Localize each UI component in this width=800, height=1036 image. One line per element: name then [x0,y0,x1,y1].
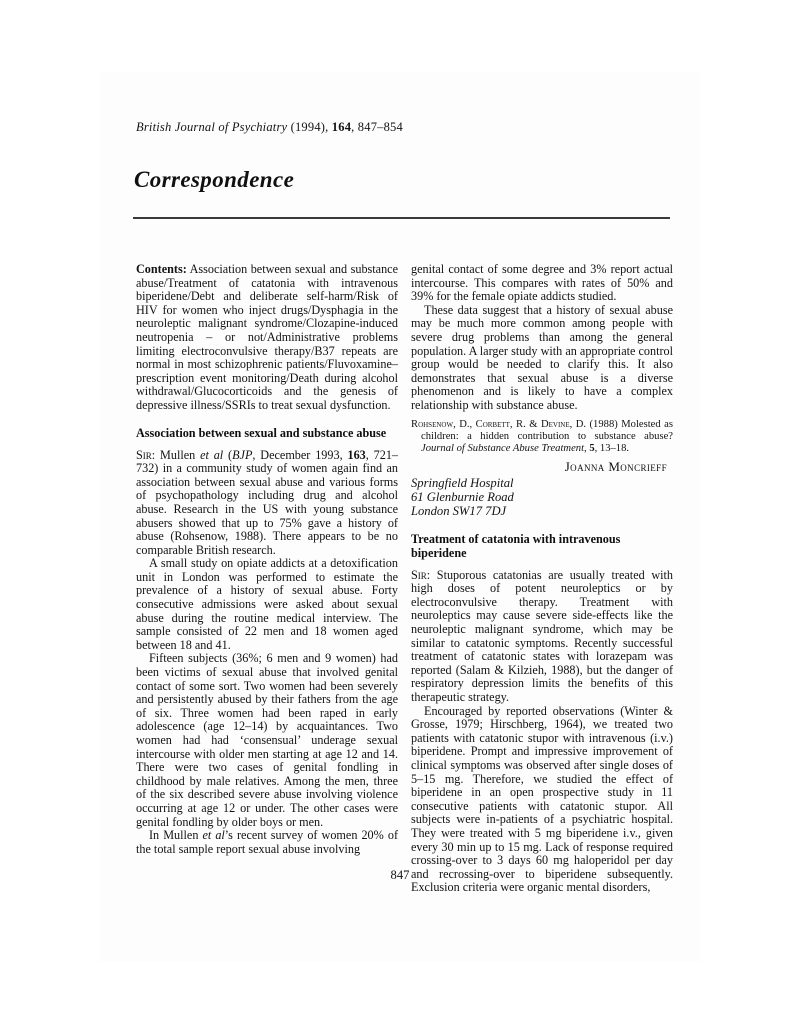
text-segment: British Journal of Psychiatry [136,120,288,134]
text-segment: Encouraged by reported observations (Winter & Grosse, 1979; Hirschberg, 1964), we treated two patients with catatonic stupor with intravenous (i.v.) biperidene. Prompt and impressive improvement of clinical symptoms was observed after single doses of 5–15 mg. Therefore, we studied the effect of biperidene in an open prospective study in 11 consecutive patients with catatonic stupor. All subjects were in-patients of a psychiatric hospital. They were treated with 5 mg biperidene i.v., given every 30 min up to 15 mg. Lack of response required crossing-over to 3 days 60 mg haloperidol per day and recrossing-over to biperidene subsequently. Exclusion criteria were organic mental disorders, [411,703,673,895]
text-segment: , [584,442,590,454]
text-segment: ( [223,447,233,462]
text-segment: , December 1993, [252,447,348,462]
scanned-page [100,72,700,962]
text-segment: Fifteen subjects (36%; 6 men and 9 women) had been victims of sexual abuse that involved genital contact of some sort. Two women had been severely and persistently abused by their fathers from the age of six. Three women had been raped in early adolescence (age 12–14) by acquaintances. Two women had had ‘consensual’ underage sexual intercourse with older men starting at age 12 and 14. There were two cases of genital fondling in childhood by male relatives. Among the men, three of the six described severe abuse involving violence occurring at age 12 or under. The other cases were genital fondling by older boys or men. [136,651,398,829]
body-paragraph [136,652,398,829]
text-segment: genital contact of some degree and 3% report actual intercourse. This compares with rates of 50% and 39% for the female opiate addicts studied. [411,262,673,304]
text-segment: 163 [347,447,366,462]
section-heading: Treatment of catatonia with intravenous biperidene [411,531,621,560]
text-segment: These data suggest that a history of sexual abuse may be much more common among people with severe drug problems than among the general population. A larger study with an appropriate control group would be needed to clarify this. It also demonstrates that sexual abuse is a diverse phenomenon and is likely to have a complex relationship with substance abuse. [411,302,673,412]
text-segment: Association between sexual and substance abuse/Treatment of catatonia with intravenous biperidene/Debt and deliberate self-harm/Risk of HIV for women who inject drugs/Dysphagia in the neuroleptic malignant syndrome/Clozapine-induced neutropenia – or not/Administrative problems limiting electroconvulsive therapy/B37 repeats are normal in most schizophrenic patients/Fluvoxamine–prescription event monitoring/Death during alcohol withdrawal/Glucocorticoids and the genesis of depressive illness/SSRIs to treat sexual dysfunction. [136,262,398,412]
text-segment: et al [200,447,224,462]
body-paragraph [136,449,398,558]
section-heading: Association between sexual and substance abuse [136,425,387,440]
text-segment: : Stuporous catatonias are usually treated with high doses of potent neuroleptics or by electroconvulsive therapy. Treatment with neuroleptics may cause severe side-effects like the neuroleptic malignant syndrome, which may be similar to catatonic symptoms. Recently successful treatment of catatonic states with lorazepam was reported (Salam & Kilzieh, 1988), but the danger of respiratory depression limits the benefits of this therapeutic strategy. [411,567,673,704]
page-number: 847 [390,868,410,882]
body-paragraph [411,263,673,304]
correspondence-columns [136,263,673,895]
left-column [136,263,398,895]
body-paragraph [411,569,673,705]
text-segment: , 847–854 [351,120,403,134]
text-segment: Journal of Substance Abuse Treatment [421,442,585,454]
body-paragraph [411,705,673,895]
text-segment: , 721–732) in a community study of women again find an association between sexual abuse and various forms of psychopathology including drug and alcohol abuse. Research in the US with young substance abusers showed that up to 75% gave a history of abuse (Rohsenow, 1988). There appears to be no comparable British research. [136,447,399,557]
body-paragraph [411,304,673,413]
text-segment: In Mullen [149,828,203,843]
text-segment: (1988) Molested as children: a hidden contribution to substance abuse? [421,418,673,442]
text-segment: Sir [136,447,152,462]
text-segment: Contents: [136,262,187,276]
signature: Joanna Moncrieff [564,459,667,475]
text-segment: Sir [411,567,427,582]
text-segment: , 13–18. [594,442,630,454]
body-paragraph [136,557,398,652]
text-segment: Rohsenow, D., Corbett, R. & Devine, D. [411,418,587,430]
title-rule [133,217,670,219]
page-title: Correspondence [134,167,295,192]
address-line: Springfield Hospital [411,475,514,490]
text-segment: 5 [589,442,595,454]
text-segment: A small study on opiate addicts at a detoxification unit in London was performed to estimate the prevalence of a history of sexual abuse. Forty consecutive admissions were asked about sexual abuse during the routine medical interview. The sample consisted of 22 men and 18 women aged between 18 and 41. [136,556,398,652]
right-column [411,263,673,895]
text-segment: BJP [232,447,253,462]
address-line: 61 Glenburnie Road [411,490,514,505]
address-line: London SW17 7DJ [411,504,507,519]
text-segment: ’s recent survey of women 20% of the total sample report sexual abuse involving [136,828,398,856]
body-paragraph [136,829,398,856]
journal-citation [136,120,403,135]
text-segment: (1994), [287,120,332,134]
author-address [411,476,673,519]
text-segment: : Mullen [151,447,201,462]
text-segment: et al [202,828,225,843]
text-segment: 164 [331,120,352,134]
reference-entry [411,419,673,456]
contents-paragraph [136,263,398,413]
